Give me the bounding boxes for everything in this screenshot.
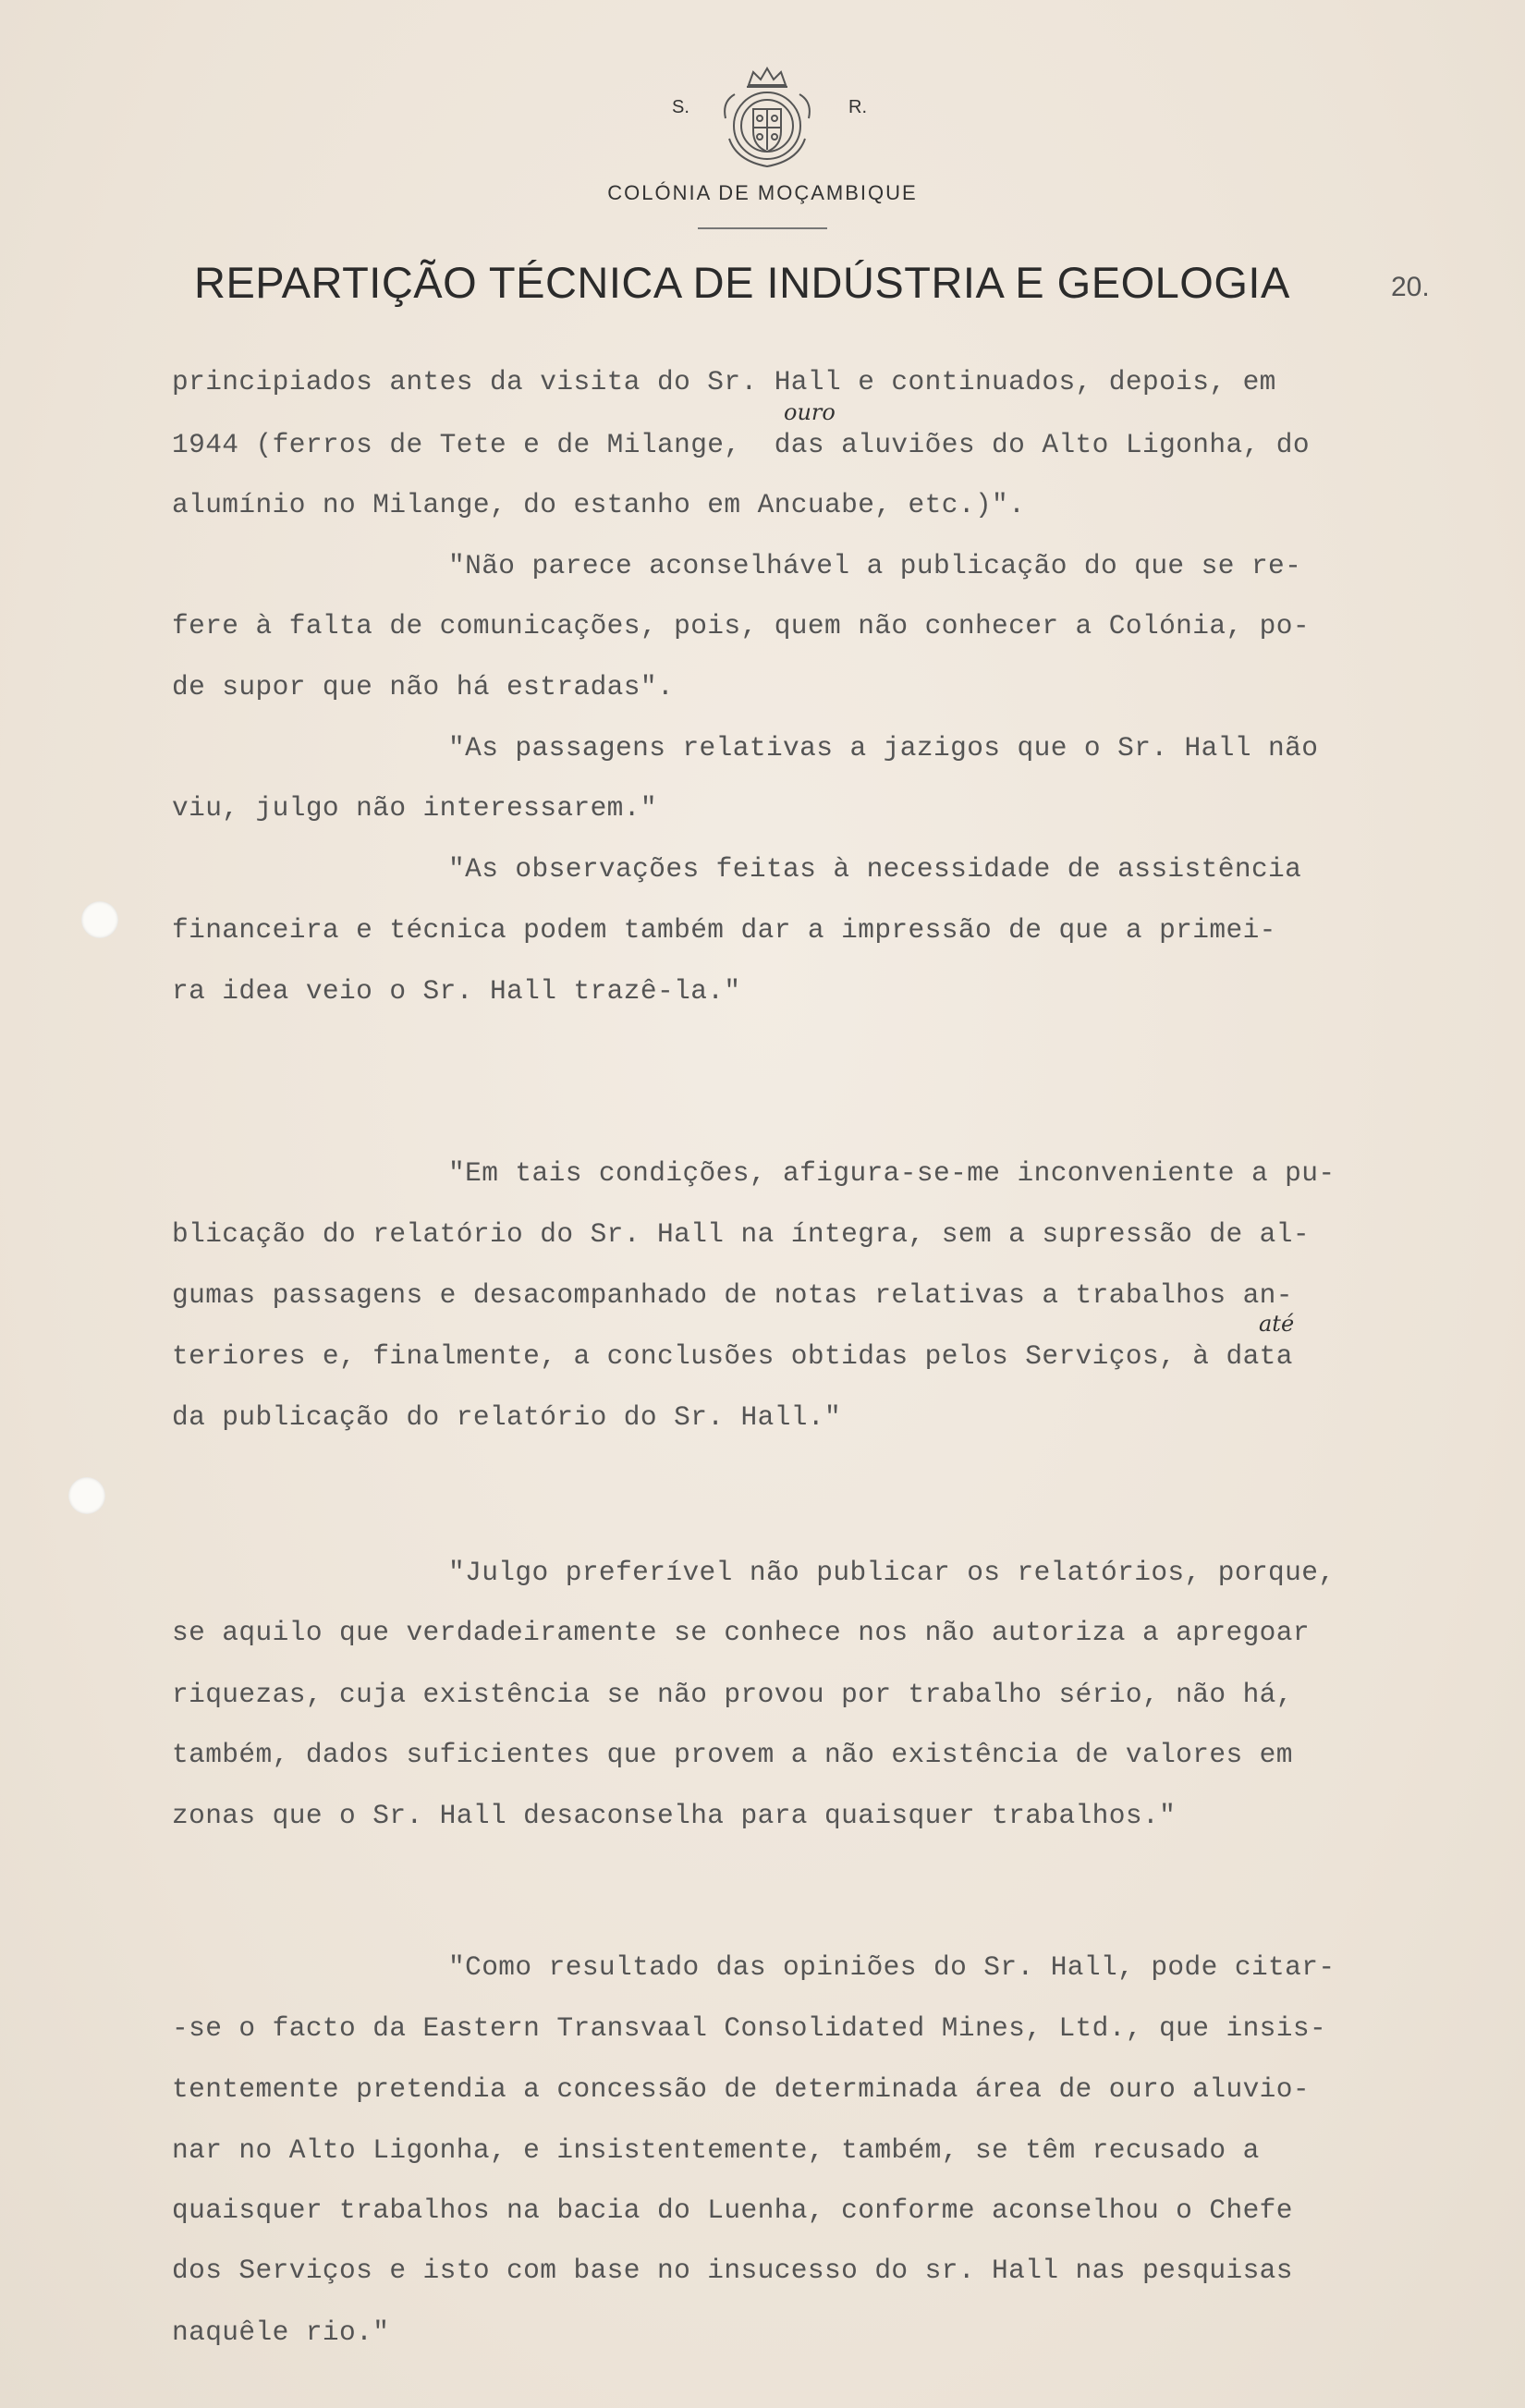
handwritten-annotation-ate: até [1259,1311,1295,1337]
letterhead-right-letter: R. [848,97,867,117]
text-line: da publicação do relatório do Sr. Hall." [172,1401,842,1433]
text-line: 1944 (ferros de Tete e de Milange, das aluviões do Alto Ligonha, do [172,429,1310,460]
text-line: riquezas, cuja existência se não provou por trabalho sério, não há, [172,1679,1293,1710]
text-line: blicação do relatório do Sr. Hall na íntegra, sem a supressão de al- [172,1218,1310,1250]
handwritten-annotation-ouro: ouro [784,399,836,425]
text-line: "Não parece aconselhável a publicação do que se re- [448,550,1302,581]
letterhead [0,55,1525,229]
text-line: principiados antes da visita do Sr. Hall e continuados, depois, em [172,366,1276,397]
text-line: dos Serviços e isto com base no insucesso do sr. Hall nas pesquisas [172,2255,1293,2286]
letterhead-left-letter: S. [672,97,689,117]
text-line: gumas passagens e desacompanhado de notas relativas a trabalhos an- [172,1279,1293,1311]
text-line: teriores e, finalmente, a conclusões obtidas pelos Serviços, à data [172,1340,1293,1372]
text-line: alumínio no Milange, do estanho em Ancuabe, etc.)". [172,489,1026,520]
department-title: REPARTIÇÃO TÉCNICA DE INDÚSTRIA E GEOLOGIA [194,258,1290,307]
text-line: se aquilo que verdadeiramente se conhece nos não autoriza a apregoar [172,1617,1310,1648]
letterhead-divider [698,227,827,229]
text-line: financeira e técnica podem também dar a impressão de que a primei- [172,914,1276,946]
text-line: "As passagens relativas a jazigos que o Sr. Hall não [448,732,1319,764]
colony-name: COLÓNIA DE MOÇAMBIQUE [607,181,918,204]
text-line: "Julgo preferível não publicar os relatórios, porque, [448,1557,1336,1588]
text-line: -se o facto da Eastern Transvaal Consolidated Mines, Ltd., que insis- [172,2012,1327,2044]
punch-hole [81,901,118,938]
text-line: "Em tais condições, afigura-se-me inconveniente a pu- [448,1157,1336,1189]
text-line: ra idea veio o Sr. Hall trazê-la." [172,975,741,1007]
text-line: fere à falta de comunicações, pois, quem não conhecer a Colónia, po- [172,610,1310,642]
text-line: "As observações feitas à necessidade de assistência [448,853,1302,885]
text-line: tentemente pretendia a concessão de determinada área de ouro aluvio- [172,2073,1310,2105]
text-line: naquêle rio." [172,2316,390,2348]
text-line: viu, julgo não interessarem." [172,792,657,824]
text-line: de supor que não há estradas". [172,671,675,703]
coat-of-arms-icon [716,65,818,176]
text-line: quaisquer trabalhos na bacia do Luenha, conforme aconselhou o Chefe [172,2194,1293,2226]
punch-hole [68,1477,105,1514]
text-line: nar no Alto Ligonha, e insistentemente, também, se têm recusado a [172,2134,1260,2166]
page-number: 20. [1391,272,1430,302]
text-line: "Como resultado das opiniões do Sr. Hall, pode citar- [448,1951,1336,1983]
text-line: zonas que o Sr. Hall desaconselha para quaisquer trabalhos." [172,1800,1177,1831]
text-line: também, dados suficientes que provem a não existência de valores em [172,1739,1293,1770]
